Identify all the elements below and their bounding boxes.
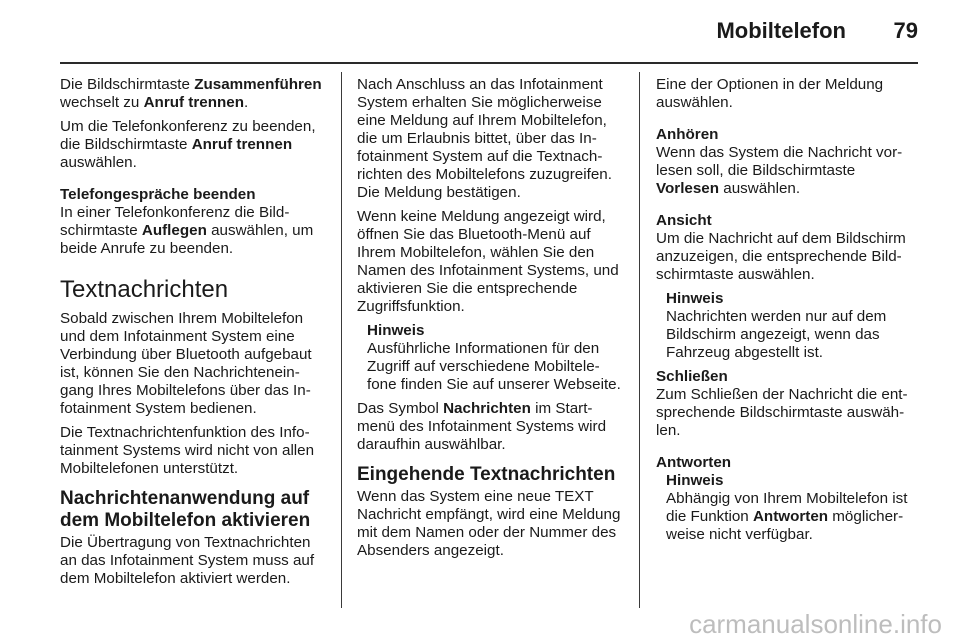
- paragraph: Sobald zwischen Ihrem Mobiltelefon und dem Infotainment System eine Verbindung über Bluetooth aufgebaut ist, können Sie den Nachrichteneingang Ihres Mobiltelefons über das Infotainment System bedienen.: [60, 310, 312, 417]
- ui-term: Anruf trennen: [191, 136, 293, 153]
- paragraph: Zum Schließen der Nachricht die entsprechende Bildschirmtaste auswählen.: [656, 386, 908, 439]
- paragraph: Wenn das System die Nachricht vorlesen soll, die Bildschirmtaste Vorlesen auswählen.: [656, 144, 903, 197]
- note-text: Nachrichten werden nur auf dem Bildschirm angezeigt, wenn das Fahrzeug abgestellt ist.: [666, 308, 887, 361]
- paragraph: Eine der Optionen in der Meldung auswählen.: [656, 76, 884, 111]
- note-heading: Hinweis: [367, 322, 425, 339]
- ui-term: Vorlesen: [656, 180, 720, 197]
- note-box: [656, 290, 920, 362]
- section-heading: Textnachrichten: [60, 276, 229, 303]
- note-text: Ausführliche Informationen für den Zugriff auf verschiedene Mobiltelefone finden Sie auf unserer Webseite.: [367, 340, 621, 393]
- ui-term: Auflegen: [141, 222, 207, 239]
- option-heading: Antworten: [656, 454, 732, 471]
- option-heading: Ansicht: [656, 212, 712, 229]
- paragraph: Um die Nachricht auf dem Bildschirm anzuzeigen, die entsprechende Bildschirmtaste auswählen.: [656, 230, 906, 283]
- page-number: 79: [893, 18, 918, 43]
- column-right: [656, 76, 920, 550]
- column-divider: [639, 72, 640, 608]
- paragraph: Die Übertragung von Textnachrichten an das Infotainment System muss auf dem Mobiltelefon aktiviert werden.: [60, 534, 315, 587]
- note-box: [656, 472, 920, 544]
- paragraph: Wenn keine Meldung angezeigt wird, öffnen Sie das Bluetooth-Menü auf Ihrem Mobiltelefon, wählen Sie den Namen des Infotainment Systems, und aktivieren Sie die entsprechende Zugriffsfunktion.: [357, 208, 619, 315]
- header-divider: [60, 62, 918, 64]
- watermark-text: carmanualsonline.info: [689, 609, 942, 639]
- subheading: Telefongespräche beenden: [60, 186, 256, 203]
- column-divider: [341, 72, 342, 608]
- paragraph: Nach Anschluss an das Infotainment System erhalten Sie möglicherweise eine Meldung auf Ihrem Mobiltelefon, die um Erlaubnis bittet, über das Infotainment System auf die Textnachrichten des Mobiltelefons zuzugreifen. Die Meldung bestätigen.: [357, 76, 612, 201]
- column-left: [60, 76, 324, 594]
- subsection-heading: Eingehende Textnachrichten: [357, 464, 616, 485]
- ui-term: Anruf trennen: [143, 94, 244, 111]
- ui-term: Nachrichten: [443, 400, 531, 417]
- ui-term: Zusammenführen: [194, 76, 322, 93]
- paragraph: Das Symbol Nachrichten im Startmenü des Infotainment Systems wird daraufhin auswählbar.: [357, 400, 607, 453]
- paragraph: In einer Telefonkonferenz die Bildschirmtaste Auflegen auswählen, um beide Anrufe zu beenden.: [60, 204, 314, 257]
- paragraph: Die Textnachrichtenfunktion des Infotainment Systems wird nicht von allen Mobiltelefonen unterstützt.: [60, 424, 315, 477]
- paragraph: Die Bildschirmtaste Zusammenführen wechselt zu Anruf trennen.: [60, 76, 322, 111]
- column-middle: [357, 76, 621, 566]
- option-heading: Schließen: [656, 368, 728, 385]
- paragraph: Um die Telefonkonferenz zu beenden, die Bildschirmtaste Anruf trennen auswählen.: [60, 118, 316, 171]
- ui-term: Antworten: [752, 508, 829, 525]
- page-header: [60, 14, 918, 62]
- option-heading: Anhören: [656, 126, 719, 143]
- page-title: Mobiltelefon: [716, 18, 846, 43]
- note-box: [357, 322, 621, 394]
- note-text: Abhängig von Ihrem Mobiltelefon ist die Funktion Antworten möglicherweise nicht verfügbar.: [666, 490, 908, 543]
- paragraph: Wenn das System eine neue TEXT Nachricht empfängt, wird eine Meldung mit dem Namen oder der Nummer des Absenders angezeigt.: [357, 488, 621, 559]
- note-heading: Hinweis: [666, 290, 724, 307]
- subsection-heading: Nachrichtenanwendung auf dem Mobiltelefon aktivieren: [60, 488, 311, 531]
- note-heading: Hinweis: [666, 472, 724, 489]
